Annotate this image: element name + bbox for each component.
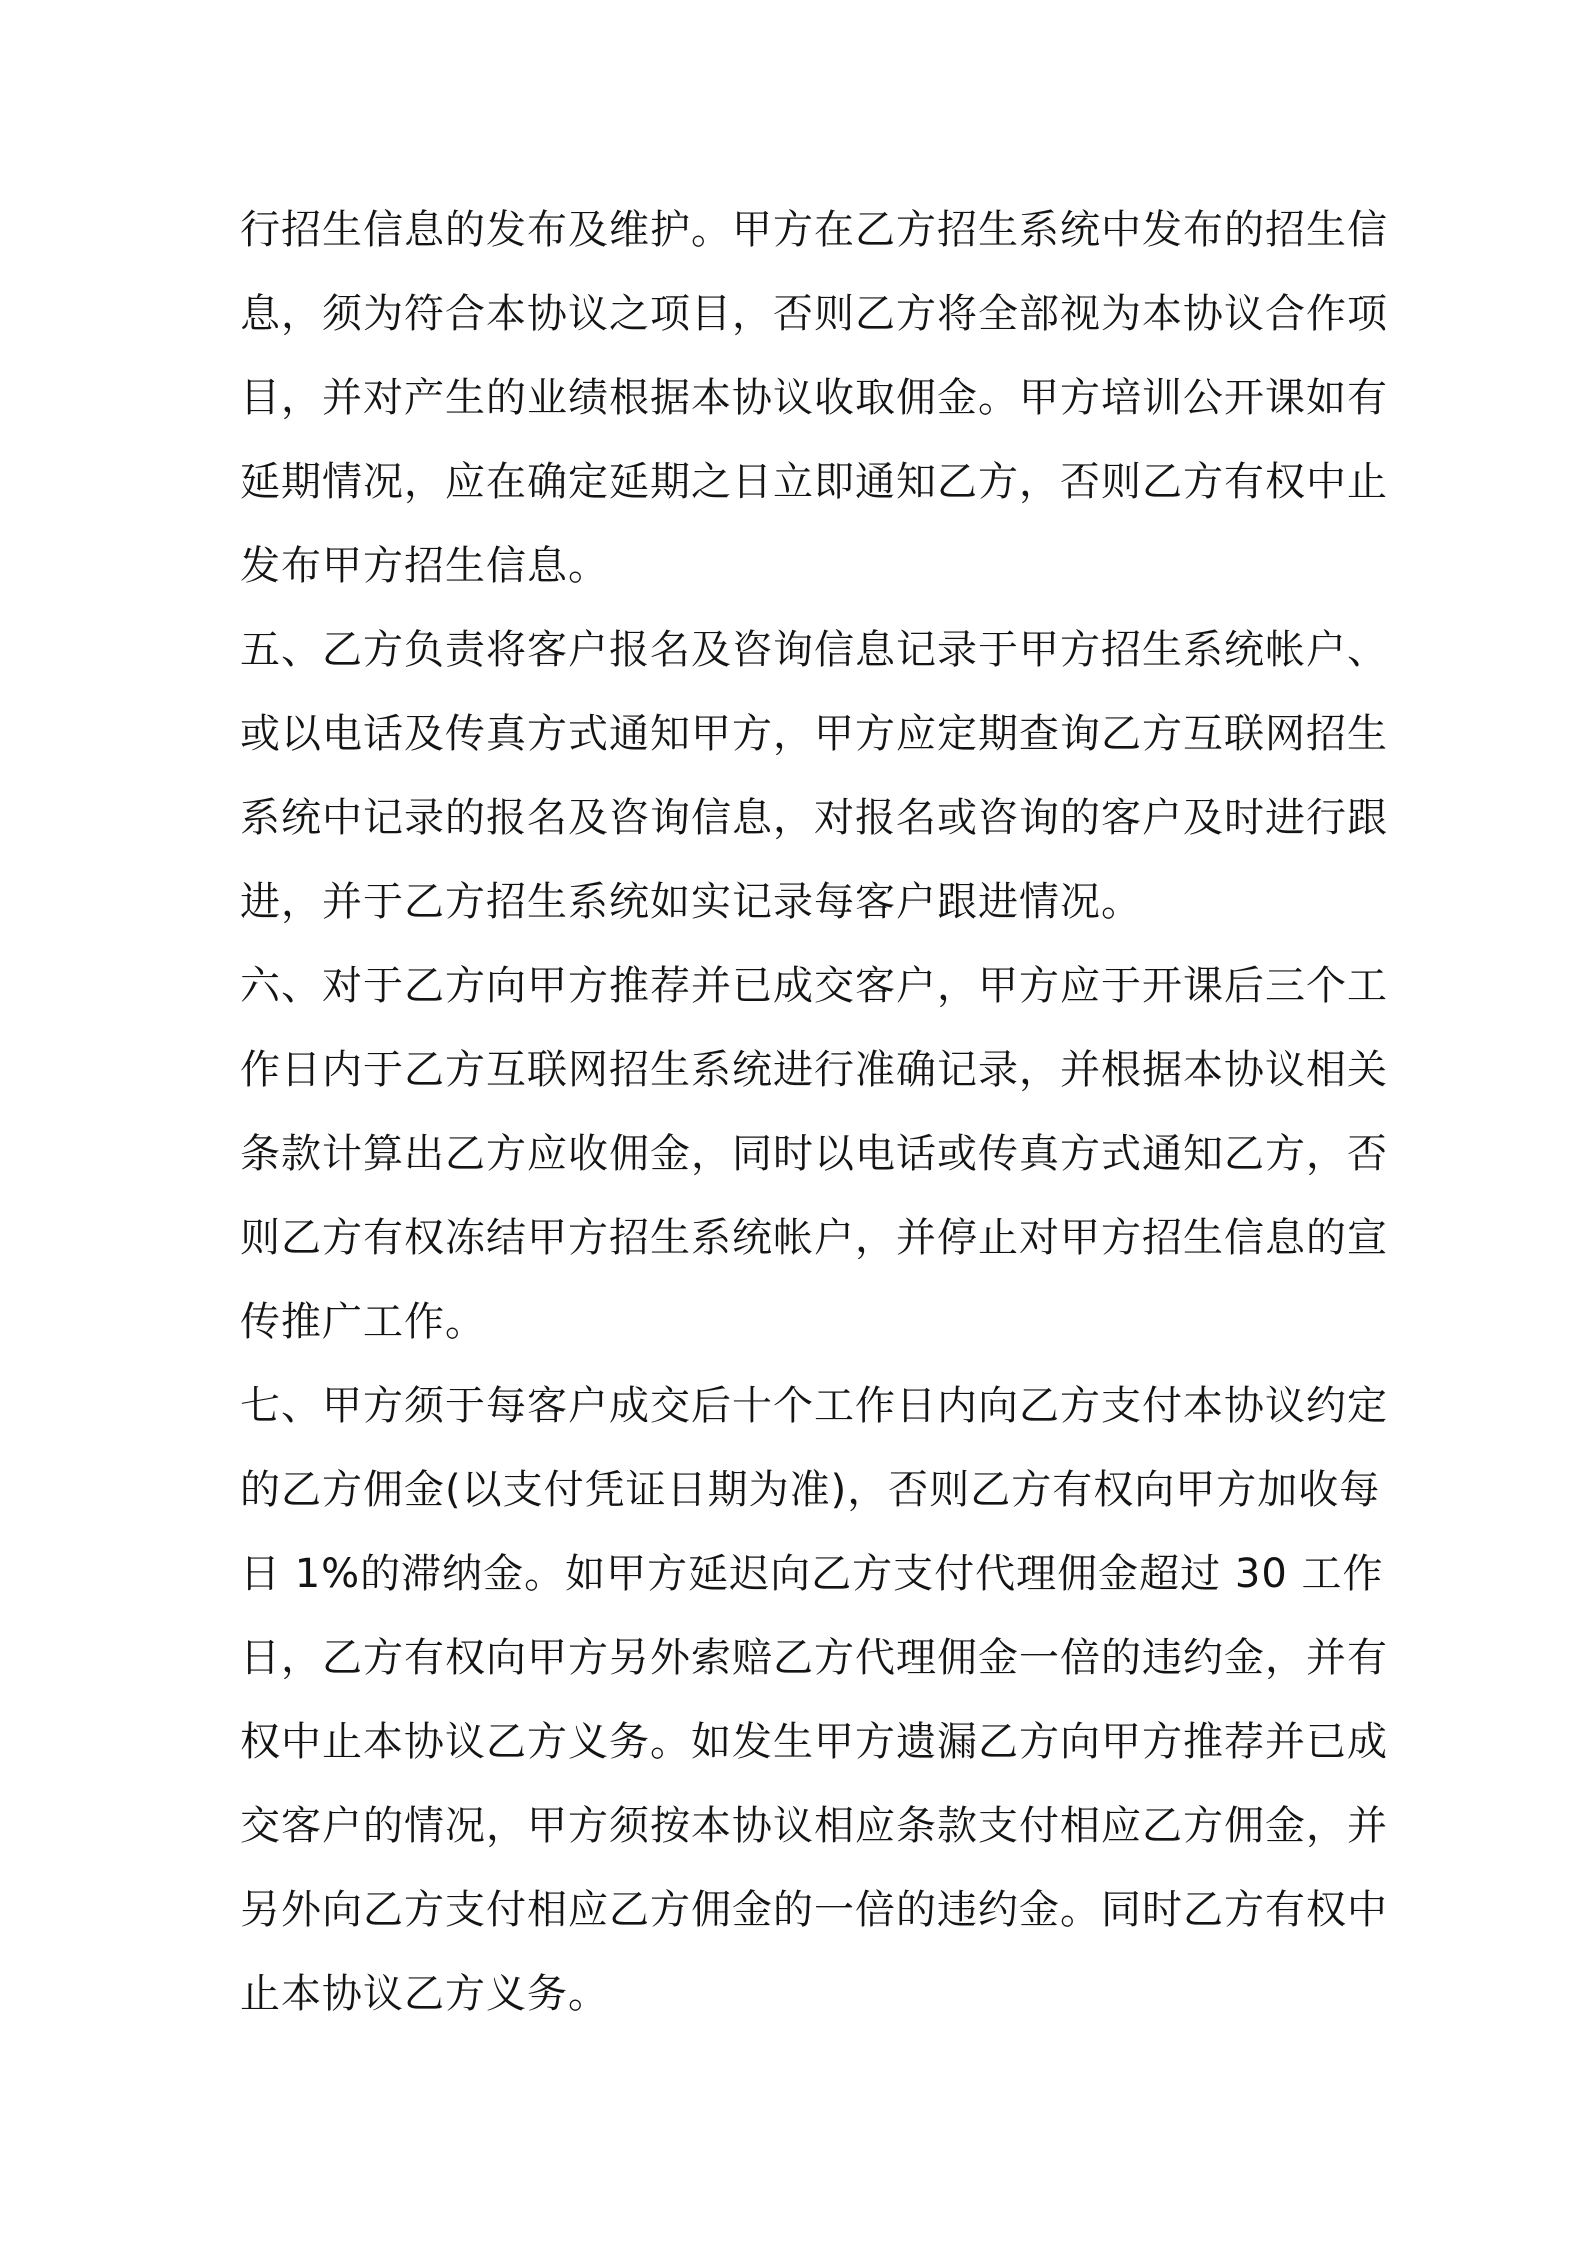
- text-line: 另外向乙方支付相应乙方佣金的一倍的违约金。同时乙方有权中: [240, 1887, 1388, 1933]
- text-line: 交客户的情况，甲方须按本协议相应条款支付相应乙方佣金，并: [240, 1803, 1388, 1849]
- text-line: 或以电话及传真方式通知甲方，甲方应定期查询乙方互联网招生: [240, 711, 1388, 757]
- document-body: [240, 188, 1388, 2036]
- clause-7-line: 七、甲方须于每客户成交后十个工作日内向乙方支付本协议约定: [240, 1383, 1388, 1429]
- text-line: 行招生信息的发布及维护。甲方在乙方招生系统中发布的招生信: [240, 207, 1388, 253]
- text-line: 息，须为符合本协议之项目，否则乙方将全部视为本协议合作项: [240, 291, 1388, 337]
- text-line: 日，乙方有权向甲方另外索赔乙方代理佣金一倍的违约金，并有: [240, 1635, 1388, 1681]
- clause-6-line: 六、对于乙方向甲方推荐并已成交客户，甲方应于开课后三个工: [240, 963, 1388, 1009]
- text-line: 权中止本协议乙方义务。如发生甲方遗漏乙方向甲方推荐并已成: [240, 1719, 1388, 1765]
- text-line: 日 1%的滞纳金。如甲方延迟向乙方支付代理佣金超过 30 工作: [240, 1551, 1384, 1597]
- text-line: 延期情况，应在确定延期之日立即通知乙方，否则乙方有权中止: [240, 459, 1388, 505]
- text-line: 进，并于乙方招生系统如实记录每客户跟进情况。: [240, 879, 1142, 925]
- text-line: 发布甲方招生信息。: [240, 543, 609, 589]
- text-line: 作日内于乙方互联网招生系统进行准确记录，并根据本协议相关: [240, 1047, 1388, 1093]
- text-line: 则乙方有权冻结甲方招生系统帐户，并停止对甲方招生信息的宣: [240, 1215, 1388, 1261]
- clause-5-line: 五、乙方负责将客户报名及咨询信息记录于甲方招生系统帐户、: [240, 627, 1388, 673]
- text-line: 条款计算出乙方应收佣金，同时以电话或传真方式通知乙方，否: [240, 1131, 1388, 1177]
- text-line: 系统中记录的报名及咨询信息，对报名或咨询的客户及时进行跟: [240, 795, 1388, 841]
- text-line: 传推广工作。: [240, 1299, 486, 1345]
- text-line: 的乙方佣金(以支付凭证日期为准)，否则乙方有权向甲方加收每: [240, 1467, 1381, 1513]
- text-line: 止本协议乙方义务。: [240, 1971, 609, 2017]
- text-line: 目，并对产生的业绩根据本协议收取佣金。甲方培训公开课如有: [240, 375, 1388, 421]
